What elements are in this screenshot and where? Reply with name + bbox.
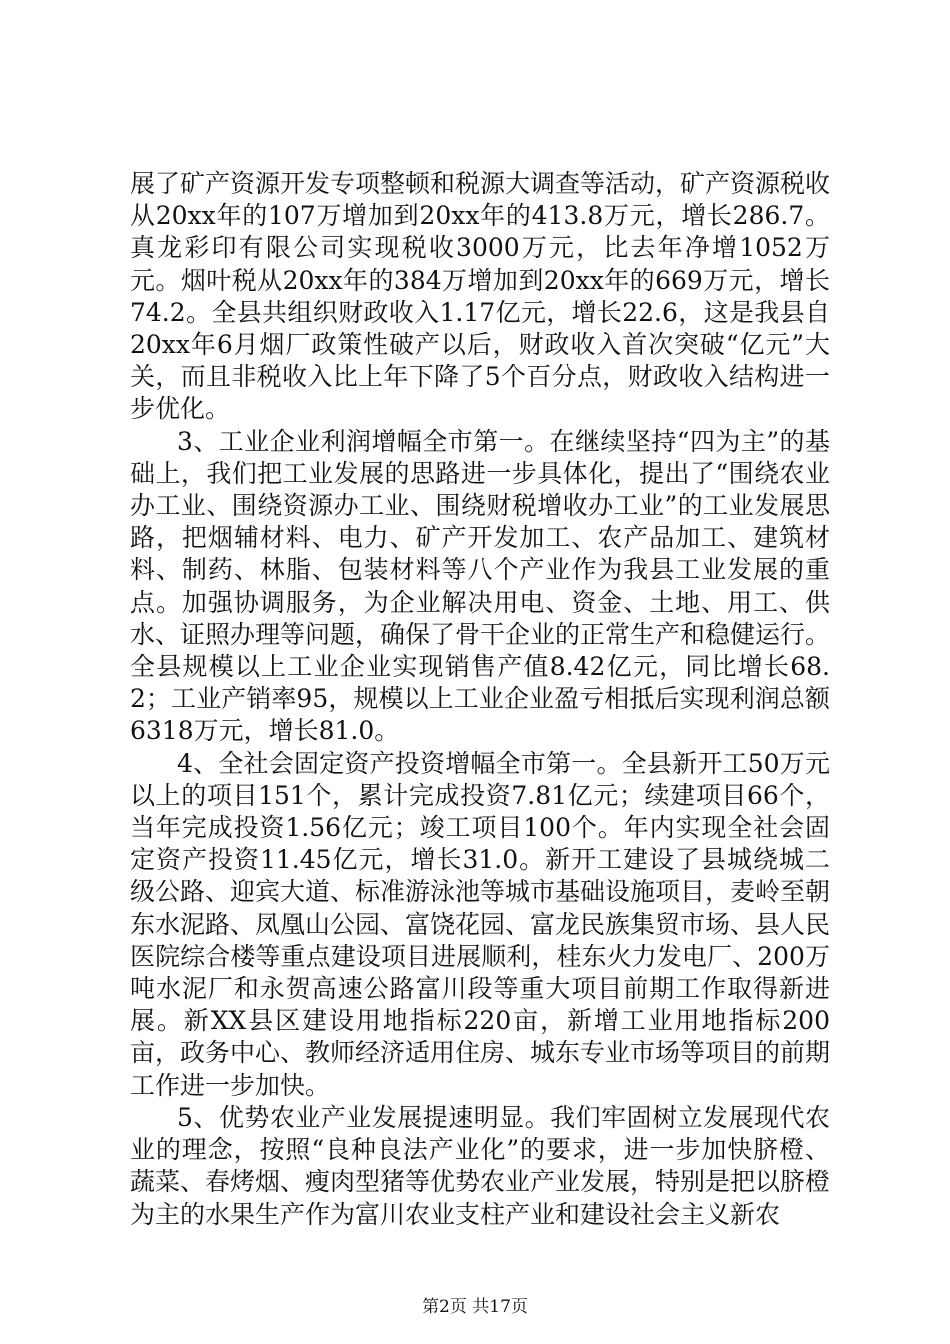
paragraph-agriculture: 5、优势农业产业发展提速明显。我们牢固树立发展现代农业的理念，按照“良种良法产业化”的要求，进一步加快脐橙、蔬菜、春烤烟、瘦肉型猪等优势农业产业发展，特别是把以脐橙为主的水果生产作为富川农业支柱产业和建设社会主义新农 bbox=[130, 1102, 831, 1229]
page-footer: 第2页 共17页 bbox=[422, 1297, 528, 1317]
paragraph-industry-profit: 3、工业企业利润增幅全市第一。在继续坚持“四为主”的基础上，我们把工业发展的思路进一步具体化，提出了“围绕农业办工业、围绕资源办工业、围绕财税增收办工业”的工业发展思路，把烟辅材料、电力、矿产开发加工、农产品加工、建筑材料、制药、林脂、包装材料等八个产业作为我县工业发展的重点。加强协调服务，为企业解决用电、资金、土地、用工、供水、证照办理等问题，确保了骨干企业的正常生产和稳健运行。全县规模以上工业企业实现销售产值8.42亿元，同比增长68.2；工业产销率95，规模以上工业企业盈亏相抵后实现利润总额6318万元，增长81.0。 bbox=[130, 426, 831, 746]
paragraph-fixed-asset-investment: 4、全社会固定资产投资增幅全市第一。全县新开工50万元以上的项目151个，累计完成投资7.81亿元；续建项目66个，当年完成投资1.56亿元；竣工项目100个。年内实现全社会固定资产投资11.45亿元，增长31.0。新开工建设了县城绕城二级公路、迎宾大道、标准游泳池等城市基础设施项目，麦岭至朝东水泥路、凤凰山公园、富饶花园、富龙民族集贸市场、县人民医院综合楼等重点建设项目进展顺利，桂东火力发电厂、200万吨水泥厂和永贺高速公路富川段等重大项目前期工作取得新进展。新XX县区建设用地指标220亩，新增工业用地指标200亩，政务中心、教师经济适用住房、城东专业市场等项目的前期工作进一步加快。 bbox=[130, 748, 831, 1100]
document-body bbox=[130, 168, 830, 1231]
paragraph-continuation: 展了矿产资源开发专项整顿和税源大调查等活动，矿产资源税收从20xx年的107万增加到20xx年的413.8万元，增长286.7。真龙彩印有限公司实现税收3000万元，比去年净增1052万元。烟叶税从20xx年的384万增加到20xx年的669万元，增长74.2。全县共组织财政收入1.17亿元，增长22.6，这是我县自20xx年6月烟厂政策性破产以后，财政收入首次突破“亿元”大关，而且非税收入比上年下降了5个百分点，财政收入结构进一步优化。 bbox=[130, 169, 831, 424]
